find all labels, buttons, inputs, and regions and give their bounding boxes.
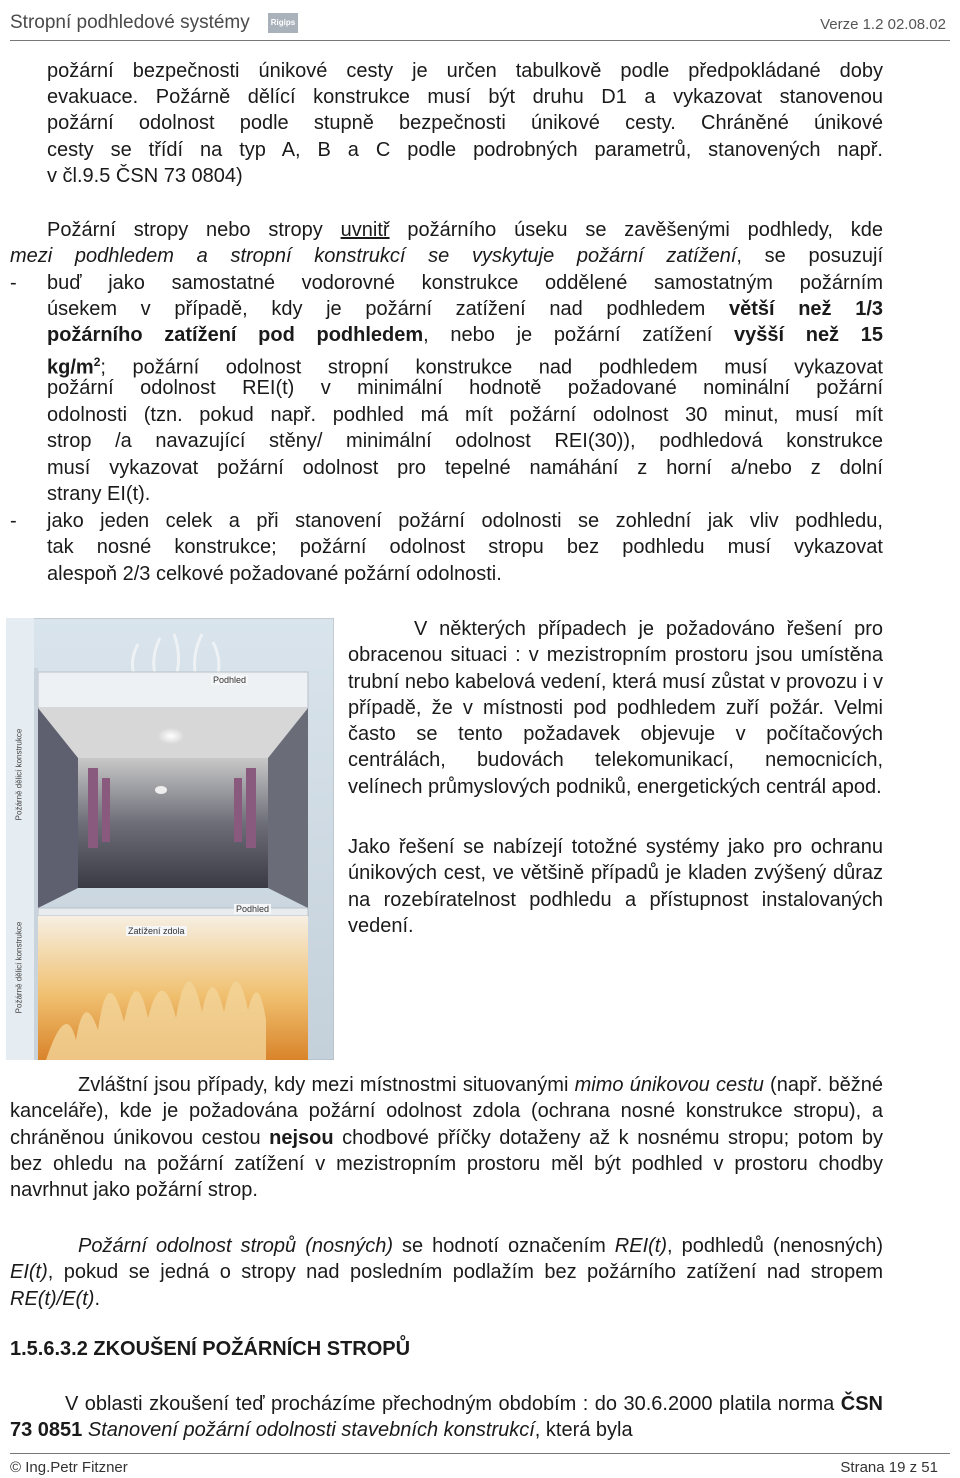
text-line: Požární stropy nebo stropy uvnitř požárního úseku se zavěšenými podhledy, kde <box>47 219 883 241</box>
text-line: evakuace. Požárně dělící konstrukce musí být druhu D1 a vykazovat stanovenou <box>47 86 883 108</box>
header-version: Verze 1.2 02.08.02 <box>820 16 946 33</box>
text-line: alespoň 2/3 celkové požadované požární odolnosti. <box>47 563 502 585</box>
text-line: buď jako samostatné vodorovné konstrukce oddělené samostatným požárním <box>47 272 883 294</box>
text-line: tak nosné konstrukce; požární odolnost stropu bez podhledu musí vykazovat <box>47 536 883 558</box>
text-line: strany EI(t). <box>47 483 151 505</box>
page-header <box>10 10 950 41</box>
text-line: požárního zatížení pod podhledem, nebo je požární zatížení vyšší než 15 <box>47 324 883 346</box>
footer-page-number: Strana 19 z 51 <box>840 1459 938 1476</box>
text-line: $kg/m^2$; požární odolnost stropní konstrukce nad podhledem musí vykazovat <box>47 355 883 379</box>
text-line: úsekem v případě, kdy je požární zatížení nad podhledem větší než 1/3 <box>47 298 883 320</box>
text-line: požární odolnost podle stupně bezpečnosti únikové cesty. Chráněné únikové <box>47 112 883 134</box>
publisher-logo: Rigips <box>268 13 298 33</box>
paragraph-5: V oblasti zkoušení teď procházíme přechodným obdobím : do 30.6.2000 platila norma ČSN 73 0851 Stanovení požární odolnosti stavebních konstrukcí, která byla <box>10 1393 883 1442</box>
text-line: požární bezpečnosti únikové cesty je určen tabulkově podle předpokládané doby <box>47 60 883 82</box>
text-line: cesty se třídí na typ A, B a C podle podrobných parametrů, stanovených např. <box>47 139 883 161</box>
figure-label-podhled-top: Podhled <box>213 675 247 685</box>
page-footer <box>10 1453 950 1478</box>
text-line: mezi podhledem a stropní konstrukcí se vyskytuje požární zatížení, se posuzují <box>10 245 883 267</box>
side-paragraph-2: Jako řešení se nabízejí totožné systémy jako pro ochranu únikových cest, ve většině případů je kladen zvýšený důraz na rozebíratelnost podhledu a přístupnost instalovaných vedení. <box>348 836 883 937</box>
bullet-dash: - <box>10 510 17 532</box>
header-title: Stropní podhledové systémy <box>10 12 250 33</box>
text-line: odolnosti (tzn. pokud např. podhled má mít požární odolnost 30 minut, musí mít <box>47 404 883 426</box>
bullet-dash: - <box>10 272 17 294</box>
text-line: strop /a navazující stěny/ minimální odolnost REI(30)), podhledová konstrukce <box>47 430 883 452</box>
text-line: v čl.9.5 ČSN 73 0804) <box>47 165 243 187</box>
figure-label-zatizeni: Zatížení zdola <box>128 926 185 936</box>
text-line: musí vykazovat požární odolnost pro tepelné namáhání z horní a/nebo z dolní <box>47 457 883 479</box>
text-line: požární odolnost REI(t) v minimální hodnotě požadované nominální požární <box>47 377 883 399</box>
section-heading: 1.5.6.3.2 ZKOUŠENÍ POŽÁRNÍCH STROPŮ <box>10 1338 411 1360</box>
fire-ceiling-figure <box>6 618 334 1060</box>
figure-label-side-bottom: Požárně dělicí konstrukce <box>14 921 24 1014</box>
side-paragraph-1: V některých případech je požadováno řešení pro obracenou situaci : v mezistropním prostoru jsou umístěna trubní nebo kabelová vedení, která musí zůstat v provozu i v případě, že v místnosti pod podhledem zuří požár. Velmi často se tento požadavek objevuje v počítačových centrálách, budovách telekomunikací, nemocnicích, velínech průmyslových podniků, energetických centrál apod. <box>348 618 883 798</box>
figure-label-side-top: Požárně dělicí konstrukce <box>14 728 24 821</box>
paragraph-3: Zvláštní jsou případy, kdy mezi místnostmi situovanými mimo únikovou cestu (např. běžné kanceláře), kde je požadována požární odolnost zdola (ochrana nosné konstrukce stropu), a chráněnou únikovou cestou nejsou chodbové příčky dotaženy až k nosnému stropu; potom by bez ohledu na požární zatížení v mezistropním prostoru měl být podhled v prostoru chodby navrhnut jako požární strop. <box>10 1074 883 1202</box>
footer-author: © Ing.Petr Fitzner <box>10 1459 128 1476</box>
text-line: jako jeden celek a při stanovení požární odolnosti se zohlední jak vliv podhledu, <box>47 510 883 532</box>
paragraph-4: Požární odolnost stropů (nosných) se hodnotí označením REI(t), podhledů (nenosných) EI(t), pokud se jedná o stropy nad posledním podlažím bez požárního zatížení nad stropem RE(t)/E(t). <box>10 1235 883 1310</box>
figure-label-podhled-bottom: Podhled <box>236 904 270 914</box>
